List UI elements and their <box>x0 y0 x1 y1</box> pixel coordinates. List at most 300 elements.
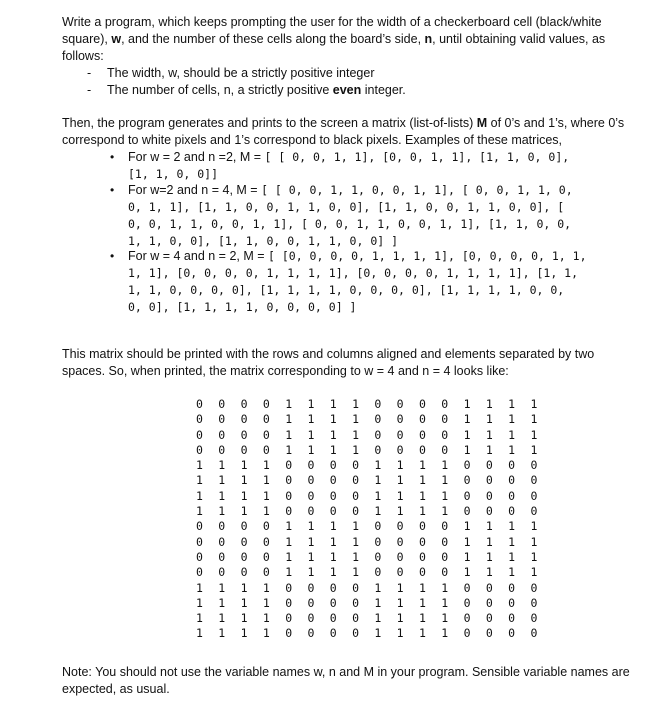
matrix-cell: 1 <box>485 412 493 427</box>
matrix-cell: 0 <box>396 534 404 549</box>
matrix-cell: 1 <box>285 565 293 580</box>
matrix-cell: 1 <box>441 626 449 641</box>
matrix-cell: 1 <box>374 504 382 519</box>
note-line-1: Note: You should not use the variable names w, n and M in your program. Sensible variable names are <box>62 665 630 679</box>
matrix-cell: 0 <box>530 626 538 641</box>
matrix-cell: 0 <box>262 519 270 534</box>
matrix-cell: 1 <box>508 565 516 580</box>
matrix-cell: 1 <box>508 442 516 457</box>
matrix-cell: 0 <box>508 473 516 488</box>
dash-bullet: - <box>87 66 92 80</box>
matrix-cell: 0 <box>530 580 538 595</box>
printing-paragraph <box>62 346 633 380</box>
matrix-cell: 0 <box>262 534 270 549</box>
matrix-cell: 0 <box>218 397 226 411</box>
matrix-cell: 0 <box>463 611 471 626</box>
matrix-cell: 0 <box>329 626 337 641</box>
matrix-cell: 1 <box>396 626 404 641</box>
example-lead: For w=2 and n = 4, M = <box>128 183 262 197</box>
matrix-cell: 0 <box>530 595 538 610</box>
matrix-cell: 1 <box>441 504 449 519</box>
matrix-cell: 1 <box>329 412 337 427</box>
matrix-cell: 1 <box>262 504 270 519</box>
matrix-cell: 1 <box>485 397 493 411</box>
matrix-cell: 0 <box>374 565 382 580</box>
matrix-cell: 0 <box>240 565 248 580</box>
example-code: 1, 1, 0, 0, 0, 0], [1, 1, 1, 1, 0, 0, 0, 0], [1, 1, 1, 1, 0, 0, <box>128 283 565 297</box>
matrix-cell: 0 <box>508 488 516 503</box>
matrix-cell: 0 <box>441 534 449 549</box>
matrix-cell: 1 <box>307 519 315 534</box>
requirement-width: - The width, w, should be a strictly positive integer <box>87 66 375 80</box>
matrix-cell: 1 <box>374 488 382 503</box>
matrix-cell: 1 <box>463 397 471 411</box>
matrix-cell: 0 <box>218 442 226 457</box>
matrix-cell: 0 <box>396 565 404 580</box>
matrix-cell: 1 <box>441 488 449 503</box>
matrix-cell: 0 <box>396 427 404 442</box>
matrix-cell: 0 <box>329 504 337 519</box>
matrix-cell: 0 <box>374 519 382 534</box>
matrix-row <box>196 535 556 550</box>
matrix-row <box>196 565 556 580</box>
matrix-cell: 1 <box>352 397 360 411</box>
matrix-cell: 0 <box>418 427 426 442</box>
matrix-cell: 1 <box>196 580 203 595</box>
matrix-cell: 1 <box>307 565 315 580</box>
matrix-cell: 0 <box>240 397 248 411</box>
matrix-cell: 1 <box>285 519 293 534</box>
matrix-cell: 1 <box>441 611 449 626</box>
matrix-cell: 0 <box>196 519 203 534</box>
matrix-cell: 0 <box>418 519 426 534</box>
matrix-cell: 1 <box>262 595 270 610</box>
matrix-cell: 0 <box>530 504 538 519</box>
matrix-cell: 1 <box>285 534 293 549</box>
matrix-cell: 0 <box>262 397 270 411</box>
matrix-cell: 1 <box>508 412 516 427</box>
matrix-cell: 0 <box>418 534 426 549</box>
matrix-cell: 1 <box>508 427 516 442</box>
intro-line-3: follows: <box>62 49 104 63</box>
matrix-cell: 0 <box>463 504 471 519</box>
matrix-cell: 1 <box>485 534 493 549</box>
matrix-cell: 0 <box>352 458 360 473</box>
matrix-cell: 1 <box>396 504 404 519</box>
example-code: [ [ 0, 0, 1, 1], [0, 0, 1, 1], [1, 1, 0, 0], <box>264 150 570 164</box>
matrix-cell: 1 <box>463 534 471 549</box>
matrix-cell: 0 <box>240 412 248 427</box>
matrix-cell: 0 <box>508 611 516 626</box>
matrix-cell: 0 <box>485 458 493 473</box>
matrix-cell: 0 <box>396 519 404 534</box>
matrix-cell: 0 <box>262 549 270 564</box>
matrix-cell: 1 <box>196 488 203 503</box>
example-code: [ [0, 0, 0, 0, 1, 1, 1, 1], [0, 0, 0, 0, 1, 1, <box>268 249 587 263</box>
matrix-cell: 0 <box>352 504 360 519</box>
matrix-cell: 1 <box>196 626 203 641</box>
var-n: n <box>424 32 433 46</box>
matrix-cell: 0 <box>441 427 449 442</box>
matrix-cell: 0 <box>530 611 538 626</box>
matrix-cell: 1 <box>463 412 471 427</box>
matrix-cell: 1 <box>396 595 404 610</box>
matrix-cell: 1 <box>485 442 493 457</box>
matrix-cell: 0 <box>307 595 315 610</box>
matrix-cell: 1 <box>218 488 226 503</box>
matrix-cell: 0 <box>240 427 248 442</box>
printing-line-1: This matrix should be printed with the rows and columns aligned and elements separated by two <box>62 347 595 361</box>
matrix-cell: 1 <box>329 397 337 411</box>
matrix-cell: 1 <box>463 565 471 580</box>
matrix-cell: 1 <box>196 473 203 488</box>
matrix-cell: 1 <box>329 534 337 549</box>
matrix-cell: 0 <box>485 580 493 595</box>
matrix-cell: 1 <box>285 412 293 427</box>
matrix-cell: 0 <box>463 595 471 610</box>
matrix-cell: 0 <box>441 412 449 427</box>
matrix-cell: 0 <box>396 412 404 427</box>
matrix-cell: 1 <box>307 534 315 549</box>
matrix-cell: 0 <box>396 549 404 564</box>
matrix-cell: 1 <box>418 488 426 503</box>
matrix-cell: 1 <box>418 458 426 473</box>
matrix-cell: 0 <box>374 549 382 564</box>
matrix-cell: 0 <box>196 534 203 549</box>
printing-line-2: spaces. So, when printed, the matrix corresponding to w = 4 and n = 4 looks like: <box>62 364 509 378</box>
matrix-cell: 1 <box>418 626 426 641</box>
matrix-cell: 1 <box>262 611 270 626</box>
matrix-cell: 1 <box>329 565 337 580</box>
matrix-cell: 1 <box>485 519 493 534</box>
example-item <box>110 149 637 183</box>
matrix-cell: 0 <box>218 565 226 580</box>
matrix-cell: 0 <box>374 442 382 457</box>
matrix-cell: 0 <box>196 397 203 411</box>
matrix-cell: 1 <box>530 519 538 534</box>
matrix-cell: 1 <box>262 488 270 503</box>
matrix-cell: 0 <box>329 611 337 626</box>
matrix-row <box>196 428 556 443</box>
matrix-cell: 1 <box>196 458 203 473</box>
matrix-cell: 1 <box>418 611 426 626</box>
note-line-2: expected, as usual. <box>62 682 170 696</box>
then-line-1: Then, the program generates and prints to the screen a matrix (list-of-lists) M of 0’s and 1’s, where 0’s <box>62 116 625 130</box>
matrix-row <box>196 412 556 427</box>
matrix-cell: 1 <box>508 519 516 534</box>
matrix-row <box>196 519 556 534</box>
matrix-row <box>196 397 556 412</box>
matrix-cell: 0 <box>285 473 293 488</box>
requirement-cells: - The number of cells, n, a strictly positive even integer. <box>87 83 406 97</box>
matrix-cell: 1 <box>196 611 203 626</box>
matrix-cell: 0 <box>285 626 293 641</box>
matrix-cell: 0 <box>285 580 293 595</box>
matrix-cell: 1 <box>307 412 315 427</box>
matrix-cell: 0 <box>352 595 360 610</box>
matrix-cell: 1 <box>307 442 315 457</box>
matrix-cell: 0 <box>463 473 471 488</box>
matrix-cell: 1 <box>285 427 293 442</box>
matrix-cell: 1 <box>352 442 360 457</box>
matrix-cell: 1 <box>441 595 449 610</box>
matrix-cell: 0 <box>530 488 538 503</box>
matrix-cell: 1 <box>329 549 337 564</box>
matrix-cell: 1 <box>352 565 360 580</box>
example-code: [1, 1, 0, 0]] <box>128 167 219 181</box>
matrix-row <box>196 489 556 504</box>
matrix-cell: 0 <box>218 519 226 534</box>
matrix-cell: 0 <box>418 397 426 411</box>
matrix-cell: 1 <box>508 549 516 564</box>
matrix-row <box>196 458 556 473</box>
printed-matrix <box>196 397 556 642</box>
matrix-cell: 1 <box>396 458 404 473</box>
intro-paragraph <box>62 14 633 65</box>
matrix-cell: 0 <box>352 473 360 488</box>
matrix-cell: 1 <box>441 473 449 488</box>
matrix-cell: 1 <box>374 611 382 626</box>
matrix-cell: 1 <box>218 473 226 488</box>
matrix-cell: 0 <box>218 427 226 442</box>
matrix-cell: 0 <box>441 397 449 411</box>
matrix-cell: 1 <box>530 427 538 442</box>
matrix-cell: 1 <box>418 580 426 595</box>
matrix-cell: 1 <box>240 595 248 610</box>
matrix-cell: 1 <box>463 442 471 457</box>
matrix-cell: 0 <box>463 580 471 595</box>
matrix-cell: 0 <box>196 412 203 427</box>
matrix-cell: 1 <box>218 595 226 610</box>
matrix-cell: 1 <box>508 397 516 411</box>
var-w: w <box>111 32 122 46</box>
matrix-cell: 0 <box>307 504 315 519</box>
matrix-cell: 1 <box>329 442 337 457</box>
matrix-cell: 1 <box>530 565 538 580</box>
matrix-cell: 0 <box>508 595 516 610</box>
matrix-cell: 1 <box>218 504 226 519</box>
matrix-cell: 0 <box>508 580 516 595</box>
matrix-cell: 0 <box>329 595 337 610</box>
matrix-row <box>196 550 556 565</box>
matrix-cell: 0 <box>418 412 426 427</box>
matrix-cell: 0 <box>307 488 315 503</box>
matrix-cell: 1 <box>352 412 360 427</box>
matrix-cell: 0 <box>463 488 471 503</box>
matrix-row <box>196 504 556 519</box>
matrix-cell: 1 <box>240 488 248 503</box>
matrix-cell: 1 <box>530 534 538 549</box>
matrix-cell: 1 <box>441 458 449 473</box>
matrix-cell: 0 <box>418 442 426 457</box>
matrix-cell: 0 <box>485 473 493 488</box>
example-code: 0, 1, 1], [1, 1, 0, 0, 1, 1, 0, 0], [1, 1, 0, 0, 1, 1, 0, 0], [ <box>128 200 565 214</box>
matrix-cell: 0 <box>441 519 449 534</box>
matrix-cell: 1 <box>530 549 538 564</box>
matrix-cell: 1 <box>262 458 270 473</box>
matrix-cell: 1 <box>262 473 270 488</box>
then-line-2: correspond to white pixels and 1’s correspond to black pixels. Examples of these matrices, <box>62 133 563 147</box>
matrix-cell: 0 <box>240 534 248 549</box>
matrix-cell: 1 <box>396 580 404 595</box>
example-code: 0, 0], [1, 1, 1, 1, 0, 0, 0, 0] ] <box>128 300 357 314</box>
matrix-cell: 0 <box>485 626 493 641</box>
then-paragraph <box>62 115 633 149</box>
bullet-dot: • <box>110 150 115 164</box>
matrix-cell: 1 <box>240 458 248 473</box>
bullet-dot: • <box>110 183 115 197</box>
matrix-cell: 0 <box>307 611 315 626</box>
example-code: [ [ 0, 0, 1, 1, 0, 0, 1, 1], [ 0, 0, 1, 1, 0, <box>261 183 573 197</box>
matrix-cell: 1 <box>329 519 337 534</box>
matrix-cell: 1 <box>218 626 226 641</box>
matrix-cell: 0 <box>240 442 248 457</box>
matrix-cell: 0 <box>285 611 293 626</box>
matrix-cell: 1 <box>374 473 382 488</box>
matrix-cell: 0 <box>374 534 382 549</box>
matrix-cell: 0 <box>352 611 360 626</box>
matrix-cell: 0 <box>285 488 293 503</box>
example-code: 0, 0, 1, 1, 0, 0, 1, 1], [ 0, 0, 1, 1, 0, 0, 1, 1], [1, 1, 0, 0, <box>128 217 572 231</box>
matrix-cell: 1 <box>530 442 538 457</box>
matrix-cell: 1 <box>530 397 538 411</box>
matrix-cell: 0 <box>485 504 493 519</box>
matrix-cell: 0 <box>463 458 471 473</box>
matrix-cell: 1 <box>307 427 315 442</box>
matrix-row <box>196 596 556 611</box>
example-item <box>110 248 637 316</box>
matrix-row <box>196 443 556 458</box>
matrix-cell: 0 <box>285 595 293 610</box>
matrix-cell: 1 <box>418 504 426 519</box>
matrix-cell: 0 <box>285 504 293 519</box>
matrix-cell: 0 <box>530 458 538 473</box>
matrix-cell: 0 <box>352 488 360 503</box>
matrix-cell: 0 <box>396 442 404 457</box>
matrix-cell: 0 <box>508 626 516 641</box>
matrix-cell: 1 <box>374 595 382 610</box>
matrix-cell: 1 <box>285 549 293 564</box>
matrix-cell: 1 <box>329 427 337 442</box>
matrix-cell: 0 <box>262 565 270 580</box>
matrix-cell: 1 <box>196 595 203 610</box>
matrix-cell: 1 <box>285 397 293 411</box>
matrix-cell: 1 <box>240 580 248 595</box>
matrix-cell: 0 <box>196 565 203 580</box>
matrix-cell: 0 <box>485 611 493 626</box>
example-item <box>110 182 637 250</box>
matrix-cell: 1 <box>218 611 226 626</box>
matrix-cell: 0 <box>329 580 337 595</box>
matrix-cell: 0 <box>285 458 293 473</box>
matrix-cell: 0 <box>262 442 270 457</box>
matrix-cell: 0 <box>218 534 226 549</box>
matrix-cell: 1 <box>218 580 226 595</box>
bullet-dot: • <box>110 249 115 263</box>
matrix-cell: 1 <box>418 473 426 488</box>
matrix-cell: 1 <box>352 549 360 564</box>
matrix-cell: 0 <box>240 519 248 534</box>
matrix-cell: 1 <box>262 580 270 595</box>
matrix-cell: 0 <box>307 580 315 595</box>
matrix-cell: 1 <box>441 580 449 595</box>
matrix-cell: 0 <box>374 427 382 442</box>
example-code: 1, 1, 0, 0], [1, 1, 0, 0, 1, 1, 0, 0] ] <box>128 234 399 248</box>
matrix-cell: 0 <box>329 473 337 488</box>
matrix-cell: 1 <box>485 427 493 442</box>
matrix-cell: 1 <box>285 442 293 457</box>
matrix-cell: 0 <box>508 504 516 519</box>
matrix-cell: 0 <box>262 427 270 442</box>
matrix-cell: 1 <box>196 504 203 519</box>
matrix-cell: 1 <box>307 549 315 564</box>
matrix-cell: 1 <box>418 595 426 610</box>
matrix-row <box>196 581 556 596</box>
matrix-cell: 0 <box>441 565 449 580</box>
intro-line-1: Write a program, which keeps prompting the user for the width of a checkerboard cell (black/white <box>62 15 602 29</box>
matrix-cell: 0 <box>218 549 226 564</box>
matrix-row <box>196 626 556 641</box>
matrix-cell: 0 <box>218 412 226 427</box>
example-lead: For w = 4 and n = 2, M = <box>128 249 269 263</box>
matrix-cell: 0 <box>374 397 382 411</box>
matrix-cell: 1 <box>485 565 493 580</box>
dash-bullet: - <box>87 83 92 97</box>
matrix-cell: 0 <box>396 397 404 411</box>
matrix-cell: 0 <box>530 473 538 488</box>
matrix-cell: 1 <box>240 504 248 519</box>
matrix-cell: 1 <box>374 458 382 473</box>
matrix-cell: 1 <box>396 611 404 626</box>
matrix-cell: 0 <box>196 549 203 564</box>
matrix-cell: 1 <box>240 626 248 641</box>
matrix-cell: 0 <box>352 580 360 595</box>
matrix-row <box>196 473 556 488</box>
matrix-row <box>196 611 556 626</box>
matrix-cell: 1 <box>508 534 516 549</box>
matrix-cell: 0 <box>196 427 203 442</box>
matrix-cell: 1 <box>307 397 315 411</box>
matrix-cell: 0 <box>307 458 315 473</box>
note-paragraph <box>62 664 633 698</box>
matrix-cell: 0 <box>441 442 449 457</box>
matrix-cell: 1 <box>240 473 248 488</box>
matrix-cell: 1 <box>218 458 226 473</box>
matrix-cell: 0 <box>307 626 315 641</box>
matrix-cell: 0 <box>418 549 426 564</box>
matrix-cell: 1 <box>463 549 471 564</box>
matrix-cell: 0 <box>307 473 315 488</box>
matrix-cell: 0 <box>352 626 360 641</box>
matrix-cell: 0 <box>508 458 516 473</box>
matrix-cell: 0 <box>374 412 382 427</box>
example-lead: For w = 2 and n =2, M = <box>128 150 265 164</box>
matrix-cell: 1 <box>352 534 360 549</box>
matrix-cell: 1 <box>262 626 270 641</box>
var-M: M <box>476 116 488 130</box>
example-code: 1, 1], [0, 0, 0, 0, 1, 1, 1, 1], [0, 0, 0, 0, 1, 1, 1, 1], [1, 1, <box>128 266 579 280</box>
matrix-cell: 1 <box>240 611 248 626</box>
matrix-cell: 0 <box>463 626 471 641</box>
matrix-cell: 0 <box>485 488 493 503</box>
matrix-cell: 1 <box>463 519 471 534</box>
matrix-cell: 0 <box>418 565 426 580</box>
matrix-cell: 0 <box>196 442 203 457</box>
matrix-cell: 1 <box>463 427 471 442</box>
matrix-cell: 1 <box>374 580 382 595</box>
matrix-cell: 1 <box>530 412 538 427</box>
matrix-cell: 0 <box>240 549 248 564</box>
